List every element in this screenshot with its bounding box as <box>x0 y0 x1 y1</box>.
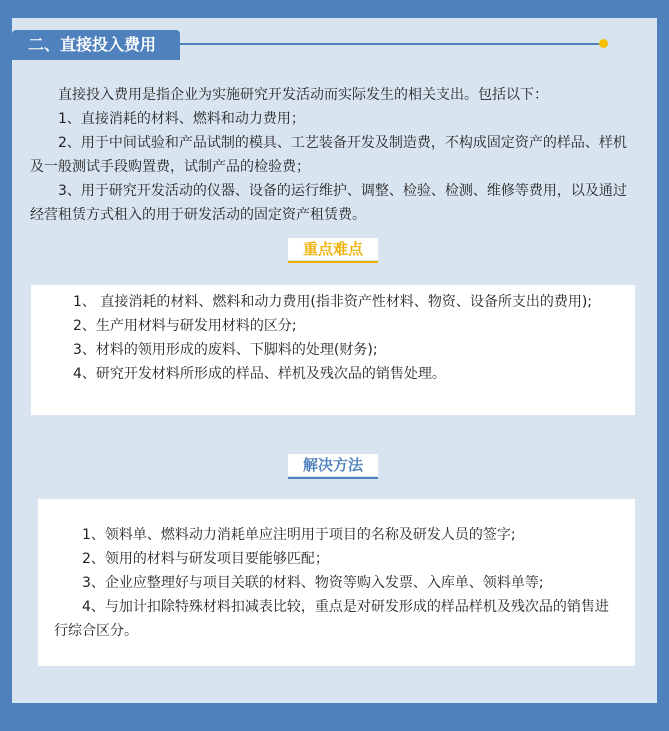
solutions-underline <box>288 477 378 479</box>
solutions-card <box>38 499 635 666</box>
key-points-underline <box>288 261 378 263</box>
key-points-label: 重点难点 <box>302 240 363 258</box>
intro-paragraph: 2、用于中间试验和产品试制的模具、工艺装备开发及制造费，不构成固定资产的样品、样机及一般测试手段购置费，试制产品的检验费； <box>30 135 627 175</box>
intro-paragraph: 3、用于研究开发活动的仪器、设备的运行维护、调整、检验、检测、维修等费用，以及通过经营租赁方式租入的用于研发活动的固定资产租赁费。 <box>30 183 627 223</box>
solutions-label: 解决方法 <box>302 456 363 474</box>
intro-paragraph: 1、直接消耗的材料、燃料和动力费用； <box>58 111 305 127</box>
intro-paragraph: 直接投入费用是指企业为实施研究开发活动而实际发生的相关支出。包括以下： <box>58 87 548 103</box>
decorative-dot <box>599 39 608 48</box>
solutions-heading <box>288 454 378 476</box>
solution-item: 4、与加计扣除特殊材料扣减表比较，重点是对研发形成的样品样机及残次品的销售进行综合区分。 <box>54 599 609 639</box>
section-title: 二、直接投入费用 <box>12 30 180 60</box>
key-point-item: 4、研究开发材料所形成的样品、样机及残次品的销售处理。 <box>73 366 446 382</box>
key-point-item: 3、材料的领用形成的废料、下脚料的处理(财务); <box>73 342 378 358</box>
solution-item: 1、领料单、燃料动力消耗单应注明用于项目的名称及研发人员的签字; <box>82 527 516 543</box>
section-divider <box>180 43 603 45</box>
key-points-card <box>31 285 635 415</box>
solution-item: 3、企业应整理好与项目关联的材料、物资等购入发票、入库单、领料单等; <box>82 575 544 591</box>
intro-text <box>30 83 640 227</box>
key-point-item: 1、 直接消耗的材料、燃料和动力费用(指非资产性材料、物资、设备所支出的费用); <box>73 294 592 310</box>
key-points-heading <box>288 238 378 260</box>
solution-item: 2、领用的材料与研发项目要能够匹配； <box>82 551 329 567</box>
key-point-item: 2、生产用材料与研发用材料的区分; <box>73 318 297 334</box>
